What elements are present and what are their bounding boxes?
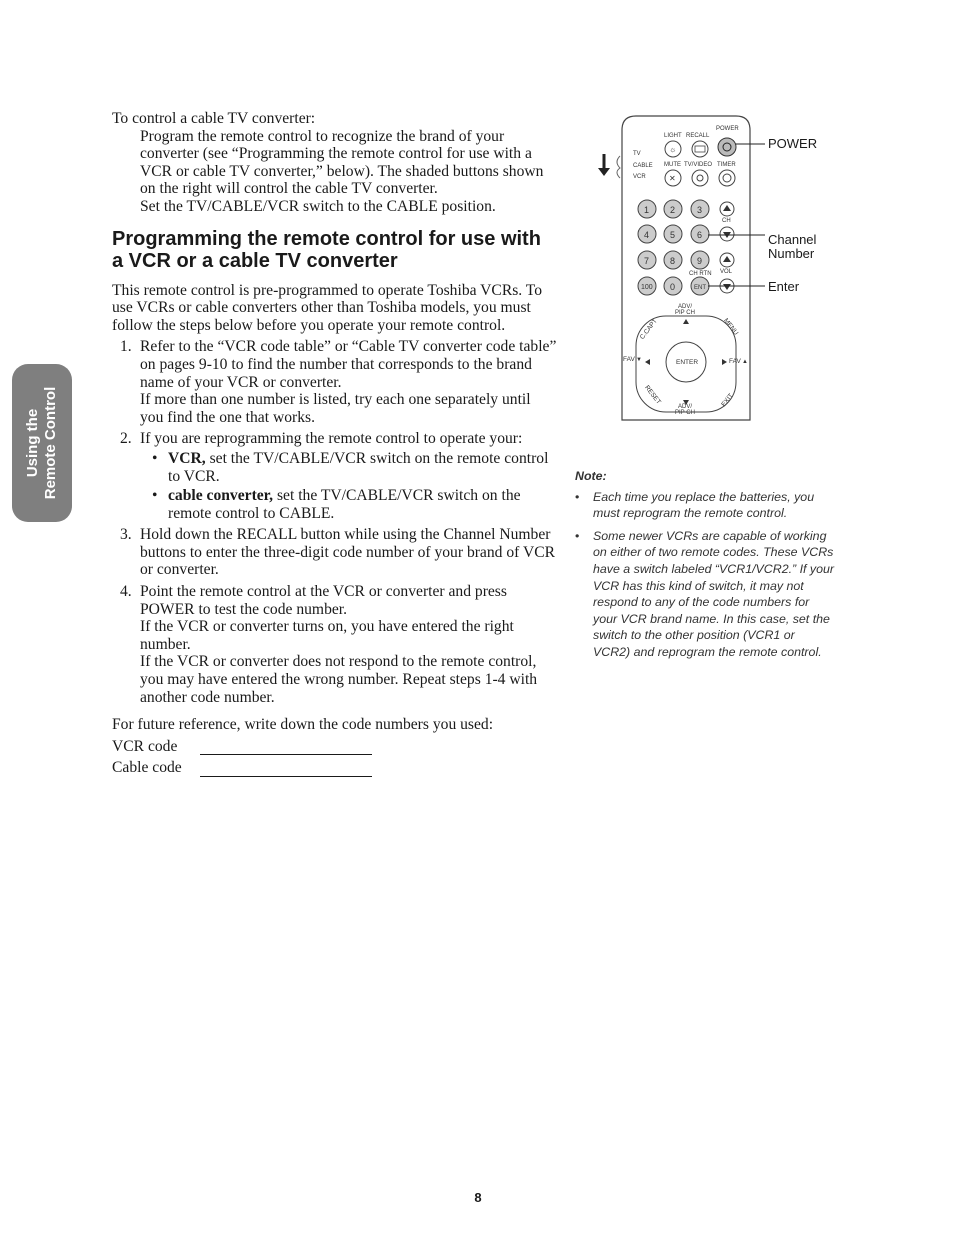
cable-code-label: Cable code [112,759,182,777]
remote-label-ch: CH [722,218,731,224]
recall-button [692,141,708,157]
cable-code-row [112,759,557,777]
bullet-text: set the TV/CABLE/VCR switch on the remote control to CABLE. [168,487,521,522]
svg-text:1: 1 [644,205,650,215]
switch-bracket [617,156,620,178]
callout-channel-number: Channel Number [768,232,817,261]
remote-label-chrtn: CH RTN [689,271,712,277]
svg-text:100: 100 [641,284,653,291]
remote-label-tv: TV [633,151,641,157]
mute-icon: ✕ [669,174,676,183]
svg-text:7: 7 [644,256,650,266]
remote-label-adv-top: ADV/ [678,304,693,310]
svg-text:6: 6 [697,230,703,240]
remote-label-pip-bottom: PIP CH [675,410,695,416]
fav-left-arrow-icon: ▼ [636,357,642,363]
note-box [575,468,835,667]
remote-label-reset: RESET [643,384,662,406]
svg-text:ENT: ENT [694,285,706,291]
main-column [112,110,557,777]
remote-label-menu: MENU [722,317,740,337]
remote-label-timer: TIMER [717,162,736,168]
timer-button [719,170,735,186]
step-3 [112,526,557,579]
future-reference: For future reference, write down the code numbers you used: [112,716,494,734]
vcr-code-row [112,738,557,756]
svg-text:8: 8 [670,256,676,266]
step-text: Point the remote control at the VCR or converter and press POWER to test the code number. [140,583,507,618]
side-tab-label [24,387,60,500]
remote-label-vol: VOL [720,269,733,275]
step-4 [112,583,557,706]
tvvideo-button [692,170,708,186]
step-1 [112,338,557,426]
note-bullet: • [575,528,580,543]
remote-label-fav-left: FAV [623,356,635,363]
callout-enter: Enter [768,279,800,294]
intro-paragraph-1: Program the remote control to recognize the brand of your converter (see “Programming the remote control for use with a VCR or cable TV converter,” below). The shaded buttons shown on the right will control the cable TV converter. [140,127,544,198]
svg-text:3: 3 [697,205,703,215]
note-item [575,489,835,522]
step-subtext: If the VCR or converter turns on, you have entered the right number. [140,618,514,653]
step-number: 2. [120,430,132,448]
remote-label-exit: EXIT [720,392,735,409]
remote-label-adv-bottom: ADV/ [678,404,693,410]
step-text: If you are reprogramming the remote control to operate your: [140,430,523,448]
step-subtext: If more than one number is listed, try each one separately until you find the one that works. [140,391,531,426]
bullet-dot: • [152,449,158,467]
vcr-code-label: VCR code [112,737,178,755]
remote-label-ccapt: C.CAPT [638,317,659,341]
svg-text:5: 5 [670,230,676,240]
svg-text:4: 4 [644,230,650,240]
svg-text:9: 9 [697,256,703,266]
remote-label-mute: MUTE [664,162,681,168]
cable-code-blank [200,763,372,777]
note-text: Some newer VCRs are capable of working on either of two remote codes. These VCRs have a switch labeled “VCR1/VCR2.” If your VCR has this kind of switch, it may not respond to any of the code numbers for your VCR brand name. In this case, set the switch to the other position (VCR1 or VCR2) and reprogram the remote control. [593,528,835,659]
remote-label-vcr: VCR [633,174,646,180]
remote-label-fav-right: FAV [729,358,741,365]
svg-text:0: 0 [670,282,676,292]
section-side-tab [12,364,72,522]
page-number: 8 [474,1190,482,1205]
power-button [718,138,736,156]
bullet-vcr [140,450,557,485]
step-subtext: If the VCR or converter does not respond to the remote control, you may have entered the wrong number. Repeat steps 1-4 with another code number. [140,653,538,706]
note-text: Each time you replace the batteries, you must reprogram the remote control. [593,489,815,521]
remote-label-cable: CABLE [633,163,653,169]
remote-label-tvvideo: TV/VIDEO [684,162,713,168]
callout-power: POWER [768,136,818,151]
fav-right-arrow-icon: ▲ [742,359,748,365]
bullet-dot: • [152,487,158,505]
vcr-code-blank [200,741,372,755]
note-title: Note: [575,469,607,483]
remote-label-light: LIGHT [664,133,682,139]
bullet-bold: cable converter, [168,487,274,505]
note-bullet: • [575,489,580,504]
step-number: 3. [120,526,132,544]
remote-label-enter: ENTER [676,359,699,366]
note-item [575,528,835,661]
bullet-cable [140,487,557,522]
remote-drawing [590,110,830,430]
remote-illustration [590,110,830,430]
remote-label-power: POWER [716,126,739,132]
switch-arrow-icon [598,154,610,176]
bullet-bold: VCR, [168,449,206,467]
remote-label-pip-top: PIP CH [675,310,695,316]
body-intro: This remote control is pre-programmed to operate Toshiba VCRs. To use VCRs or cable converters other than Toshiba models, you must follow the steps below before you operate your remote control. [112,281,543,334]
remote-label-recall: RECALL [686,133,710,139]
step-number: 4. [120,583,132,601]
step-number: 1. [120,338,132,356]
side-tab-line-2: Remote Control [42,386,59,500]
intro-lead: To control a cable TV converter: [112,110,316,127]
svg-text:2: 2 [670,205,676,215]
bullet-text: set the TV/CABLE/VCR switch on the remote control to VCR. [168,449,549,485]
side-tab-line-1: Using the [24,408,41,478]
light-icon: ☼ [669,145,677,154]
intro-paragraph-2: Set the TV/CABLE/VCR switch to the CABLE position. [140,197,496,215]
step-text: Hold down the RECALL button while using the Channel Number buttons to enter the three-digit code number of your brand of VCR or converter. [140,526,556,579]
step-text: Refer to the “VCR code table” or “Cable TV converter code table” on pages 9-10 to find the number that corresponds to the brand name of your VCR or converter. [140,338,557,391]
section-heading: Programming the remote control for use with a VCR or a cable TV converter [112,227,541,272]
step-2 [112,430,557,522]
